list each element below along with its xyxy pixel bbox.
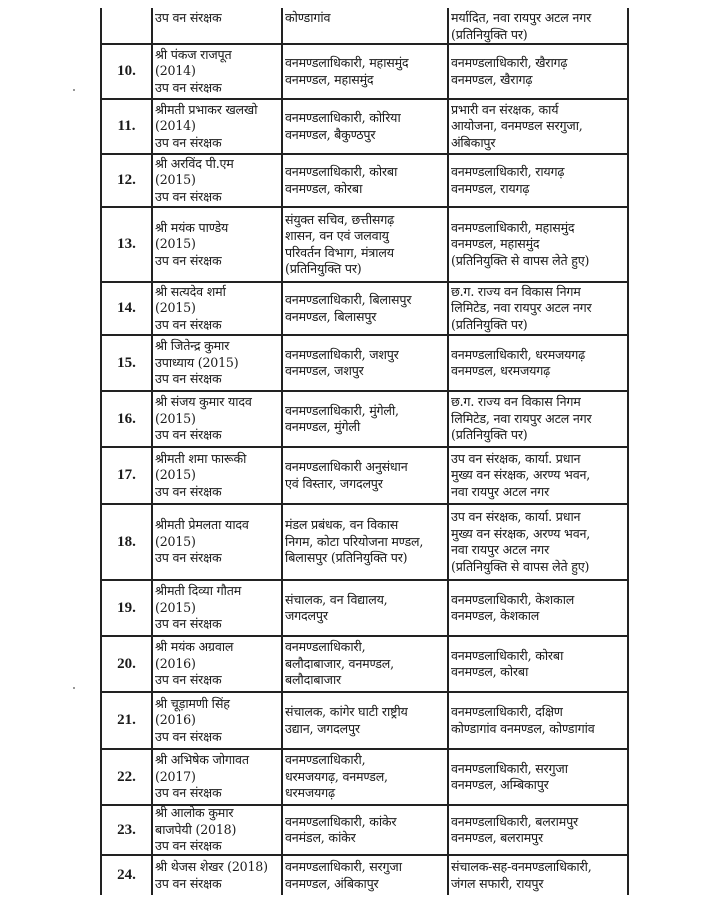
- officer-line: उप वन संरक्षक: [155, 838, 222, 854]
- new-posting-line: मर्यादित, नवा रायपुर अटल नगर: [451, 10, 592, 25]
- officer-line: (2015): [155, 172, 196, 188]
- officer-cell: [151, 693, 281, 748]
- officer-cell: [151, 208, 281, 281]
- table-row: [102, 750, 627, 806]
- current-posting-line: मंडल प्रबंधक, वन विकास: [285, 517, 399, 533]
- officer-cell: [151, 100, 281, 153]
- officer-cell: [151, 637, 281, 691]
- officer-line: (2017): [155, 768, 196, 784]
- new-posting-cell: [447, 637, 627, 691]
- serial-number: 18.: [117, 533, 136, 550]
- officer-cell: [151, 283, 281, 334]
- officer-line: उप वन संरक्षक: [155, 616, 222, 632]
- new-posting-line: नवा रायपुर अटल नगर: [451, 483, 550, 499]
- new-posting-line: अंबिकापुर: [451, 134, 496, 150]
- new-posting-cell: [447, 693, 627, 748]
- table-row: [102, 448, 627, 505]
- serial-number-cell: [102, 581, 151, 635]
- current-posting-line: वनमण्डलाधिकारी,: [285, 639, 366, 655]
- new-posting-line: उप वन संरक्षक, कार्या. प्रधान: [451, 450, 581, 466]
- serial-number: 17.: [117, 467, 136, 483]
- officer-line: श्रीमती शमा फारूकी: [155, 450, 247, 466]
- current-posting-cell: [281, 856, 447, 895]
- current-posting-cell: [281, 100, 447, 153]
- current-posting-line: वनमण्डल, बैकुण्ठपुर: [285, 126, 376, 142]
- officer-line: (2014): [155, 118, 196, 134]
- current-posting-cell: [281, 155, 447, 206]
- serial-number: 16.: [117, 410, 136, 427]
- current-posting-line: वनमण्डल, कोरबा: [285, 180, 363, 196]
- serial-number-cell: [102, 45, 151, 98]
- table-row: [102, 806, 627, 856]
- scan-speck: [73, 687, 75, 689]
- officer-line: उप वन संरक्षक: [155, 427, 222, 443]
- current-posting-line: (प्रतिनियुक्ति पर): [285, 261, 362, 276]
- new-posting-line: जंगल सफारी, रायपुर: [451, 875, 544, 891]
- current-posting-line: धरमजयगढ़: [285, 785, 335, 801]
- current-posting-line: वनमण्डलाधिकारी, सरगुजा: [285, 859, 402, 874]
- current-posting-cell: [281, 505, 447, 579]
- officer-line: श्री मयंक पाण्डेय: [155, 219, 229, 235]
- current-posting-line: परिवर्तन विभाग, मंत्रालय: [285, 244, 394, 260]
- officer-line: श्री अरविंद पी.एम: [155, 155, 234, 171]
- officer-line: (2016): [155, 655, 196, 671]
- new-posting-line: वनमण्डलाधिकारी, बलरामपुर: [451, 813, 578, 829]
- serial-number: 14.: [117, 300, 136, 316]
- new-posting-line: मुख्य वन संरक्षक, अरण्य भवन,: [451, 525, 591, 541]
- officer-line: श्री मयंक अग्रवाल: [155, 639, 234, 655]
- serial-number: 24.: [117, 867, 136, 883]
- new-posting-line: (प्रतिनियुक्ति से वापस लेते हुए): [451, 252, 590, 268]
- new-posting-line: वनमण्डलाधिकारी, दक्षिण: [451, 704, 563, 719]
- officer-line: (2015): [155, 467, 196, 483]
- table-row: [102, 100, 627, 155]
- new-posting-cell: [447, 392, 627, 446]
- new-posting-line: वनमण्डलाधिकारी, कोरबा: [451, 647, 564, 663]
- new-posting-line: उप वन संरक्षक, कार्या. प्रधान: [451, 509, 581, 524]
- current-posting-line: वनमण्डलाधिकारी,: [285, 752, 366, 768]
- new-posting-cell: [447, 806, 627, 854]
- current-posting-line: बिलासपुर (प्रतिनियुक्ति पर): [285, 550, 408, 566]
- table-row: [102, 392, 627, 448]
- table-row: [102, 8, 627, 45]
- new-posting-line: वनमण्डल, खैरागढ़: [451, 71, 533, 87]
- serial-number-cell: [102, 100, 151, 153]
- current-posting-line: वनमण्डलाधिकारी, बिलासपुर: [285, 292, 412, 307]
- new-posting-line: वनमण्डल, केशकाल: [451, 608, 540, 623]
- current-posting-cell: [281, 8, 447, 43]
- serial-number-cell: [102, 637, 151, 691]
- officer-cell: [151, 155, 281, 206]
- officer-line: श्री सत्यदेव शर्मा: [155, 283, 226, 299]
- current-posting-line: वनमण्डलाधिकारी, कोरबा: [285, 164, 398, 179]
- officer-line: (2015): [155, 410, 196, 426]
- new-posting-line: वनमण्डल, महासमुंद: [451, 236, 540, 252]
- new-posting-line: (प्रतिनियुक्ति पर): [451, 316, 528, 332]
- officer-line: उप वन संरक्षक: [155, 785, 222, 801]
- new-posting-line: वनमण्डल, बलरामपुर: [451, 830, 543, 845]
- scan-speck: [73, 89, 75, 91]
- officer-line: उप वन संरक्षक: [155, 10, 222, 25]
- new-posting-line: छ.ग. राज्य वन विकास निगम: [451, 394, 581, 410]
- current-posting-line: कोण्डागांव: [285, 10, 331, 25]
- current-posting-line: वनमण्डलाधिकारी, महासमुंद: [285, 55, 409, 70]
- officer-line: श्रीमती दिव्या गौतम: [155, 583, 242, 599]
- serial-number: 22.: [117, 768, 136, 785]
- serial-number-cell: [102, 856, 151, 895]
- table-row: [102, 208, 627, 283]
- current-posting-line: संचालक, कांगेर घाटी राष्ट्रीय: [285, 704, 408, 719]
- current-posting-cell: [281, 693, 447, 748]
- serial-number: 11.: [117, 118, 136, 134]
- officer-line: श्री थेजस शेखर (2018): [155, 859, 268, 874]
- new-posting-line: कोण्डागांव वनमण्डल, कोण्डागांव: [451, 720, 595, 736]
- serial-number-cell: [102, 208, 151, 281]
- serial-number: 20.: [117, 655, 136, 672]
- current-posting-line: निगम, कोटा परियोजना मण्डल,: [285, 533, 424, 549]
- current-posting-line: वनमण्डल, महासमुंद: [285, 71, 374, 87]
- officer-cell: [151, 581, 281, 635]
- new-posting-line: वनमण्डलाधिकारी, खैरागढ़: [451, 55, 568, 70]
- serial-number: 13.: [117, 236, 136, 252]
- officer-line: उप वन संरक्षक: [155, 188, 222, 204]
- serial-number-cell: [102, 693, 151, 748]
- serial-number-cell: [102, 392, 151, 446]
- current-posting-line: वनमंडल, कांकेर: [285, 830, 356, 845]
- officer-cell: [151, 856, 281, 895]
- new-posting-cell: [447, 155, 627, 206]
- serial-number: 15.: [117, 354, 136, 371]
- table-row: [102, 856, 627, 895]
- new-posting-line: वनमण्डल, रायगढ़: [451, 180, 530, 196]
- new-posting-cell: [447, 208, 627, 281]
- table-row: [102, 581, 627, 637]
- current-posting-line: संचालक, वन विद्यालय,: [285, 591, 388, 607]
- officer-cell: [151, 8, 281, 43]
- new-posting-line: वनमण्डलाधिकारी, सरगुजा: [451, 760, 568, 776]
- table-row: [102, 283, 627, 336]
- current-posting-cell: [281, 208, 447, 281]
- new-posting-cell: [447, 856, 627, 895]
- officer-cell: [151, 45, 281, 98]
- officer-line: (2015): [155, 533, 196, 549]
- current-posting-line: बलौदाबाजार, वनमण्डल,: [285, 655, 394, 671]
- new-posting-line: (प्रतिनियुक्ति से वापस लेते हुए): [451, 558, 590, 574]
- new-posting-line: आयोजना, वनमण्डल सरगुजा,: [451, 118, 583, 134]
- new-posting-line: मुख्य वन संरक्षक, अरण्य भवन,: [451, 467, 591, 483]
- serial-number-cell: [102, 283, 151, 334]
- current-posting-line: वनमण्डल, मुंगेली: [285, 419, 361, 434]
- new-posting-line: वनमण्डलाधिकारी, धरमजयगढ़: [451, 346, 586, 362]
- officer-line: उप वन संरक्षक: [155, 483, 222, 499]
- officer-line: उप वन संरक्षक: [155, 672, 222, 688]
- current-posting-line: बलौदाबाजार: [285, 672, 341, 688]
- current-posting-cell: [281, 283, 447, 334]
- current-posting-line: वनमण्डल, अंबिकापुर: [285, 875, 379, 891]
- table-row: [102, 637, 627, 693]
- officer-line: उपाध्याय (2015): [155, 354, 239, 370]
- officer-cell: [151, 806, 281, 854]
- serial-number-cell: [102, 505, 151, 579]
- current-posting-cell: [281, 581, 447, 635]
- officer-line: (2015): [155, 236, 196, 252]
- serial-number: 21.: [117, 712, 136, 728]
- officer-line: श्री आलोक कुमार: [155, 806, 234, 821]
- new-posting-cell: [447, 505, 627, 579]
- table-row: [102, 155, 627, 208]
- serial-number: 19.: [117, 599, 136, 616]
- serial-number: 12.: [117, 172, 136, 188]
- officer-line: उप वन संरक्षक: [155, 550, 222, 566]
- new-posting-line: (प्रतिनियुक्ति पर): [451, 26, 528, 42]
- new-posting-cell: [447, 100, 627, 153]
- new-posting-line: छ.ग. राज्य वन विकास निगम: [451, 283, 581, 299]
- current-posting-line: वनमण्डलाधिकारी, कोरिया: [285, 110, 401, 125]
- new-posting-line: वनमण्डलाधिकारी, महासमुंद: [451, 219, 575, 235]
- new-posting-line: वनमण्डल, अम्बिकापुर: [451, 777, 549, 792]
- officer-line: (2014): [155, 63, 196, 79]
- current-posting-cell: [281, 392, 447, 446]
- transfer-order-table: [100, 8, 629, 895]
- officer-line: उप वन संरक्षक: [155, 316, 222, 332]
- serial-number-cell: [102, 448, 151, 503]
- officer-line: उप वन संरक्षक: [155, 134, 222, 150]
- current-posting-cell: [281, 448, 447, 503]
- new-posting-line: प्रभारी वन संरक्षक, कार्य: [451, 101, 559, 117]
- current-posting-cell: [281, 336, 447, 390]
- table-row: [102, 693, 627, 750]
- current-posting-line: एवं विस्तार, जगदलपुर: [285, 475, 383, 491]
- serial-number-cell: [102, 750, 151, 804]
- officer-line: बाजपेयी (2018): [155, 821, 237, 837]
- officer-line: उप वन संरक्षक: [155, 875, 222, 891]
- officer-line: श्रीमती प्रभाकर खलखो: [155, 101, 258, 117]
- new-posting-line: लिमिटेड, नवा रायपुर अटल नगर: [451, 300, 592, 316]
- officer-line: उप वन संरक्षक: [155, 252, 222, 268]
- officer-line: (2016): [155, 712, 196, 728]
- serial-number-cell: [102, 336, 151, 390]
- officer-line: श्री संजय कुमार यादव: [155, 394, 252, 410]
- new-posting-line: नवा रायपुर अटल नगर: [451, 542, 550, 557]
- officer-cell: [151, 505, 281, 579]
- current-posting-cell: [281, 45, 447, 98]
- officer-line: उप वन संरक्षक: [155, 79, 222, 95]
- current-posting-line: वनमण्डलाधिकारी, मुंगेली,: [285, 402, 399, 418]
- officer-line: उप वन संरक्षक: [155, 728, 222, 744]
- new-posting-line: वनमण्डल, कोरबा: [451, 664, 529, 679]
- current-posting-line: वनमण्डलाधिकारी, जशपुर: [285, 346, 399, 362]
- officer-cell: [151, 448, 281, 503]
- current-posting-line: उद्यान, जगदलपुर: [285, 720, 360, 736]
- current-posting-line: वनमण्डलाधिकारी, कांकेर: [285, 813, 397, 829]
- officer-line: श्री अभिषेक जोगावत: [155, 752, 249, 768]
- new-posting-cell: [447, 45, 627, 98]
- new-posting-line: वनमण्डलाधिकारी, रायगढ़: [451, 164, 565, 179]
- new-posting-line: (प्रतिनियुक्ति पर): [451, 427, 528, 443]
- officer-cell: [151, 750, 281, 804]
- serial-number-cell: [102, 155, 151, 206]
- current-posting-line: वनमण्डल, बिलासपुर: [285, 308, 377, 324]
- new-posting-cell: [447, 8, 627, 43]
- new-posting-cell: [447, 283, 627, 334]
- new-posting-cell: [447, 581, 627, 635]
- officer-cell: [151, 336, 281, 390]
- new-posting-cell: [447, 750, 627, 804]
- new-posting-cell: [447, 336, 627, 390]
- new-posting-line: लिमिटेड, नवा रायपुर अटल नगर: [451, 410, 592, 426]
- current-posting-line: संयुक्त सचिव, छत्तीसगढ़: [285, 211, 395, 227]
- new-posting-line: संचालक-सह-वनमण्डलाधिकारी,: [451, 859, 592, 874]
- serial-number-cell: [102, 806, 151, 854]
- officer-line: श्रीमती प्रेमलता यादव: [155, 517, 249, 533]
- current-posting-line: वनमण्डलाधिकारी अनुसंधान: [285, 459, 408, 474]
- serial-number-cell: [102, 8, 151, 43]
- serial-number: 23.: [117, 821, 136, 838]
- table-row: [102, 45, 627, 100]
- officer-line: श्री चूड़ामणी सिंह: [155, 695, 230, 711]
- officer-line: (2015): [155, 599, 196, 615]
- officer-line: उप वन संरक्षक: [155, 371, 222, 387]
- officer-cell: [151, 392, 281, 446]
- serial-number: 10.: [117, 63, 136, 79]
- current-posting-line: वनमण्डल, जशपुर: [285, 363, 364, 378]
- officer-line: श्री पंकज राजपूत: [155, 46, 232, 62]
- table-row: [102, 336, 627, 392]
- table-row: [102, 505, 627, 581]
- current-posting-line: शासन, वन एवं जलवायु: [285, 228, 389, 243]
- new-posting-line: वनमण्डलाधिकारी, केशकाल: [451, 591, 575, 607]
- officer-line: (2015): [155, 300, 196, 316]
- new-posting-cell: [447, 448, 627, 503]
- current-posting-cell: [281, 806, 447, 854]
- current-posting-cell: [281, 750, 447, 804]
- current-posting-cell: [281, 637, 447, 691]
- current-posting-line: धरमजयगढ़, वनमण्डल,: [285, 768, 388, 784]
- current-posting-line: जगदलपुर: [285, 608, 328, 623]
- new-posting-line: वनमण्डल, धरमजयगढ़: [451, 363, 551, 378]
- officer-line: श्री जितेन्द्र कुमार: [155, 338, 230, 354]
